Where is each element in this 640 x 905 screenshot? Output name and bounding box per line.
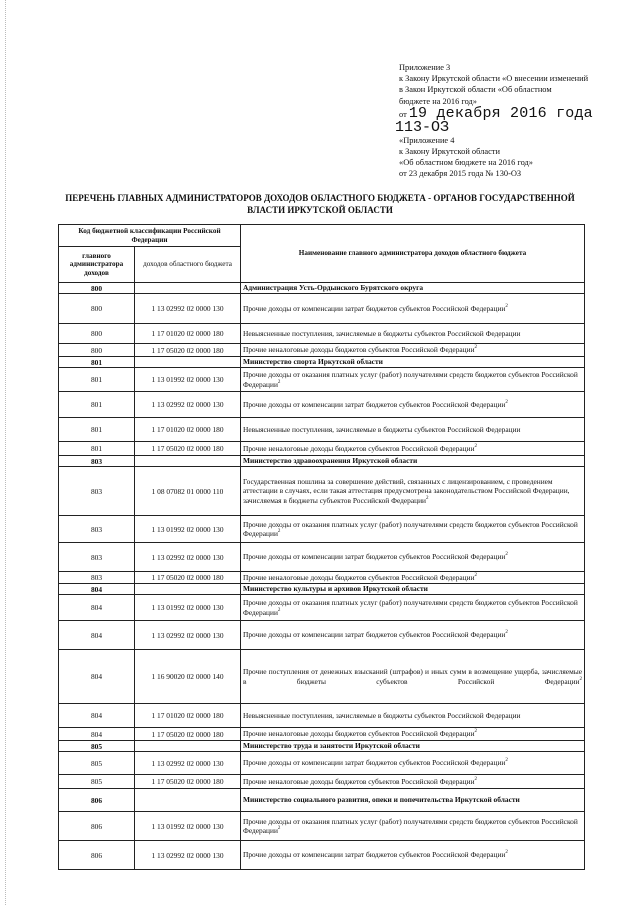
cell-admin-code: 800 (59, 324, 135, 344)
footnote-mark: 2 (474, 776, 478, 782)
table-body (59, 283, 585, 870)
cell-income-code: 1 17 05020 02 0000 180 (135, 572, 241, 584)
cell-admin-code: 803 (59, 543, 135, 572)
table-row (59, 516, 585, 543)
cell-admin-code: 801 (59, 392, 135, 418)
cell-name-text: Прочие неналоговые доходы бюджетов субъектов Российской Федерации (243, 729, 475, 739)
table-row-administrator (59, 456, 585, 467)
cell-name-text: Министерство труда и занятости Иркутской области (243, 741, 420, 751)
appendix-line: к Закону Иркутской области «О внесении изменений (399, 74, 589, 84)
cell-name (241, 456, 585, 467)
cell-name (241, 584, 585, 595)
administrators-table (58, 224, 585, 870)
footnote-mark: 2 (505, 399, 508, 405)
cell-income-code: 1 13 02992 02 0000 130 (135, 841, 241, 870)
cell-name-text: Невыясненные поступления, зачисляемые в бюджеты субъектов Российской Федерации (243, 424, 521, 434)
cell-name (241, 516, 585, 543)
cell-income-code: 1 17 01020 02 0000 180 (135, 324, 241, 344)
appendix-line: к Закону Иркутской области (399, 147, 500, 157)
cell-name-text: Прочие доходы от оказания платных услуг (работ) получателями средств бюджетов субъектов Российской Федерации (243, 598, 578, 617)
cell-name (241, 392, 585, 418)
cell-income-code: 1 13 02992 02 0000 130 (135, 392, 241, 418)
cell-admin-code: 804 (59, 704, 135, 728)
footnote-mark: 2 (505, 850, 508, 856)
cell-name (241, 704, 585, 728)
cell-name-text: Министерство спорта Иркутской области (243, 357, 383, 367)
table-row (59, 704, 585, 728)
footnote-mark: 2 (505, 303, 508, 309)
appendix-line: бюджете на 2016 год» (399, 96, 477, 106)
table-row (59, 344, 585, 357)
cell-income-code: 1 17 01020 02 0000 180 (135, 704, 241, 728)
cell-admin-code: 803 (59, 467, 135, 516)
cell-name-text: Прочие доходы от оказания платных услуг (работ) получателями средств бюджетов субъектов Российской Федерации (243, 519, 578, 538)
table-row (59, 418, 585, 442)
table-row (59, 728, 585, 741)
footnote-mark: 2 (277, 379, 281, 385)
cell-income-code: 1 17 05020 02 0000 180 (135, 344, 241, 357)
cell-admin-code: 806 (59, 841, 135, 870)
cell-name-text: Государственная пошлина за совершение действий, связанных с лицензированием, с проведением аттестации в случаях, если такая аттестация предусмотрена законодательством Российской Федерации, зачисляемая в бюджеты субъектов Российской Федерации (243, 476, 570, 505)
cell-income-code (135, 584, 241, 595)
appendix-ot: от (399, 109, 407, 119)
table-row (59, 621, 585, 650)
table-row (59, 543, 585, 572)
table-row (59, 595, 585, 621)
cell-income-code: 1 13 02992 02 0000 130 (135, 543, 241, 572)
stamp-number: 113-ОЗ (395, 118, 450, 136)
cell-name-text: Прочие неналоговые доходы бюджетов субъектов Российской Федерации (243, 572, 475, 582)
scan-edge (5, 0, 7, 905)
appendix-line: Приложение 3 (399, 63, 451, 72)
cell-name-text: Министерство культуры и архивов Иркутской области (243, 584, 428, 594)
table-row (59, 467, 585, 516)
footnote-mark: 2 (505, 552, 508, 558)
footnote-mark: 2 (474, 443, 478, 449)
cell-name (241, 418, 585, 442)
cell-admin-code: 806 (59, 812, 135, 841)
cell-income-code: 1 16 90020 02 0000 140 (135, 650, 241, 704)
cell-name (241, 650, 585, 704)
cell-name-text: Прочие неналоговые доходы бюджетов субъектов Российской Федерации (243, 443, 475, 453)
table-row-administrator (59, 789, 585, 812)
footnote-mark: 2 (505, 630, 508, 636)
cell-name (241, 841, 585, 870)
header-administrator-name: Наименование главного администратора доходов областного бюджета (241, 225, 585, 283)
cell-name (241, 368, 585, 392)
appendix-line: от 23 декабря 2015 года № 130-ОЗ (399, 169, 522, 179)
cell-admin-code: 804 (59, 650, 135, 704)
cell-income-code: 1 08 07082 01 0000 110 (135, 467, 241, 516)
cell-admin-code: 801 (59, 442, 135, 456)
cell-admin-code: 803 (59, 456, 135, 467)
table-row (59, 324, 585, 344)
table-row (59, 392, 585, 418)
cell-name-text: Прочие доходы от компенсации затрат бюджетов субъектов Российской Федерации (243, 630, 506, 640)
header-budget-code: Код бюджетной классификации Российской Федерации (59, 225, 241, 247)
table-row-administrator (59, 357, 585, 368)
cell-name-text: Невыясненные поступления, зачисляемые в бюджеты субъектов Российской Федерации (243, 710, 521, 720)
cell-admin-code: 800 (59, 294, 135, 324)
cell-income-code: 1 13 01992 02 0000 130 (135, 595, 241, 621)
cell-admin-code: 806 (59, 789, 135, 812)
stamp-number-line (395, 118, 634, 136)
cell-name (241, 283, 585, 294)
cell-admin-code: 804 (59, 621, 135, 650)
cell-income-code (135, 789, 241, 812)
table-row (59, 752, 585, 775)
cell-name-text: Прочие доходы от компенсации затрат бюджетов субъектов Российской Федерации (243, 399, 506, 409)
footnote-mark: 2 (277, 529, 281, 534)
cell-admin-code: 801 (59, 418, 135, 442)
table-row (59, 775, 585, 789)
cell-name (241, 357, 585, 368)
cell-name (241, 344, 585, 357)
cell-name-text: Прочие доходы от оказания платных услуг (работ) получателями средств бюджетов субъектов Российской Федерации (243, 816, 578, 835)
cell-name-text: Прочие поступления от денежных взысканий (штрафов) и иных сумм в возмещение ущерба, зачисляемые в бюджеты субъектов Российской Федерации (243, 667, 582, 686)
cell-name-text: Невыясненные поступления, зачисляемые в бюджеты субъектов Российской Федерации (243, 328, 521, 338)
cell-name (241, 294, 585, 324)
cell-admin-code: 804 (59, 728, 135, 741)
document-title: ПЕРЕЧЕНЬ ГЛАВНЫХ АДМИНИСТРАТОРОВ ДОХОДОВ ОБЛАСТНОГО БЮДЖЕТА - ОРГАНОВ ГОСУДАРСТВЕННОЙ ВЛАСТИ ИРКУТСКОЙ ОБЛАСТИ (65, 193, 575, 215)
cell-income-code (135, 357, 241, 368)
cell-income-code: 1 17 05020 02 0000 180 (135, 442, 241, 456)
cell-name (241, 467, 585, 516)
footnote-mark: 2 (474, 345, 478, 351)
table-row (59, 841, 585, 870)
cell-income-code (135, 456, 241, 467)
cell-admin-code: 805 (59, 752, 135, 775)
cell-name (241, 775, 585, 789)
cell-admin-code: 804 (59, 584, 135, 595)
cell-name-text: Прочие доходы от компенсации затрат бюджетов субъектов Российской Федерации (243, 552, 506, 562)
cell-name (241, 595, 585, 621)
cell-name (241, 812, 585, 841)
cell-name (241, 728, 585, 741)
cell-name (241, 442, 585, 456)
cell-admin-code: 801 (59, 368, 135, 392)
header-admin-code: главного администратора доходов (59, 247, 135, 283)
cell-income-code: 1 13 01992 02 0000 130 (135, 368, 241, 392)
footnote-mark: 2 (277, 607, 281, 613)
cell-admin-code: 800 (59, 344, 135, 357)
header-income-code: доходов областного бюджета (135, 247, 241, 283)
cell-name (241, 752, 585, 775)
cell-name-text: Прочие доходы от компенсации затрат бюджетов субъектов Российской Федерации (243, 850, 506, 860)
table-row (59, 650, 585, 704)
cell-name-text: Прочие неналоговые доходы бюджетов субъектов Российской Федерации (243, 345, 475, 355)
cell-name-text: Министерство здравоохранения Иркутской области (243, 456, 418, 466)
table-row (59, 442, 585, 456)
table-row (59, 294, 585, 324)
cell-income-code: 1 13 02992 02 0000 130 (135, 752, 241, 775)
cell-income-code: 1 13 02992 02 0000 130 (135, 294, 241, 324)
footnote-mark: 2 (579, 676, 582, 682)
cell-admin-code: 804 (59, 595, 135, 621)
cell-income-code: 1 13 01992 02 0000 130 (135, 812, 241, 841)
footnote-mark: 2 (426, 495, 429, 501)
cell-income-code: 1 17 05020 02 0000 180 (135, 728, 241, 741)
appendix-line: «Приложение 4 (399, 135, 455, 145)
cell-name-text: Прочие неналоговые доходы бюджетов субъектов Российской Федерации (243, 776, 475, 786)
cell-income-code: 1 13 01992 02 0000 130 (135, 516, 241, 543)
cell-name (241, 324, 585, 344)
cell-name (241, 621, 585, 650)
table-row-administrator (59, 741, 585, 752)
table-row (59, 572, 585, 584)
cell-name-text: Администрация Усть-Ордынского Бурятского округа (243, 283, 424, 293)
stamp-date: 19 декабря 2016 года (408, 104, 593, 122)
cell-name (241, 789, 585, 812)
cell-admin-code: 803 (59, 516, 135, 543)
cell-name-text: Прочие доходы от компенсации затрат бюджетов субъектов Российской Федерации (243, 303, 506, 313)
cell-income-code: 1 17 05020 02 0000 180 (135, 775, 241, 789)
appendix-block (395, 62, 634, 180)
cell-admin-code: 800 (59, 283, 135, 294)
cell-name-text: Министерство социального развития, опеки и попечительства Иркутской области (243, 795, 520, 805)
cell-admin-code: 801 (59, 357, 135, 368)
cell-income-code (135, 741, 241, 752)
cell-admin-code: 805 (59, 741, 135, 752)
table-row-administrator (59, 283, 585, 294)
footnote-mark: 2 (277, 826, 281, 831)
table-row (59, 368, 585, 392)
cell-name-text: Прочие доходы от компенсации затрат бюджетов субъектов Российской Федерации (243, 758, 506, 768)
cell-income-code: 1 17 01020 02 0000 180 (135, 418, 241, 442)
footnote-mark: 2 (505, 758, 508, 764)
table-row (59, 812, 585, 841)
appendix-line: «Об областном бюджете на 2016 год» (399, 158, 533, 168)
cell-admin-code: 803 (59, 572, 135, 584)
cell-admin-code: 805 (59, 775, 135, 789)
footnote-mark: 2 (474, 729, 478, 735)
cell-name (241, 741, 585, 752)
footnote-mark: 2 (474, 572, 478, 578)
cell-income-code: 1 13 02992 02 0000 130 (135, 621, 241, 650)
cell-name-text: Прочие доходы от оказания платных услуг (работ) получателями средств бюджетов субъектов Российской Федерации (243, 370, 578, 389)
cell-name (241, 543, 585, 572)
cell-name (241, 572, 585, 584)
appendix-line: в Закон Иркутской области «Об областном (399, 85, 552, 95)
cell-income-code (135, 283, 241, 294)
table-row-administrator (59, 584, 585, 595)
